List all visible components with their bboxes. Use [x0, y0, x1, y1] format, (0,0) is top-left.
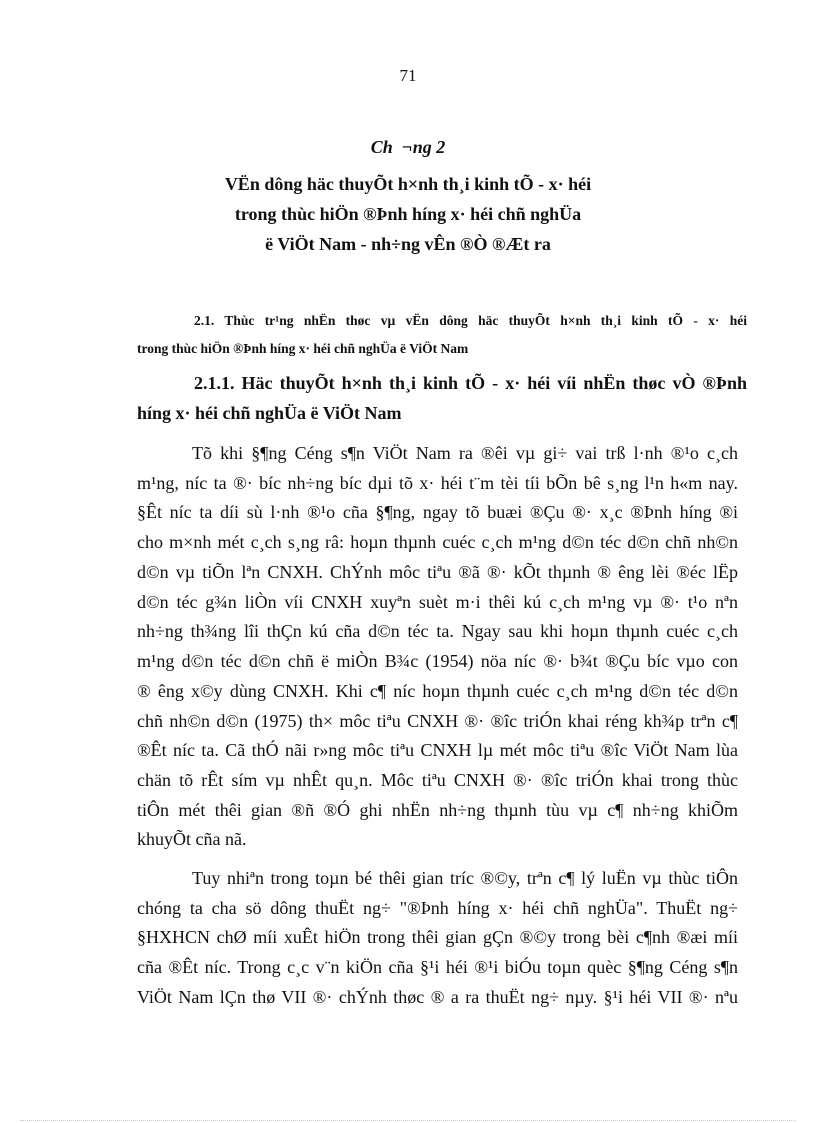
paragraph-2-line: §HXHCN chØ míi xuÊt hiÖn trong thêi gian gÇn ®©y trong bèi c¶nh ®æi míi — [137, 927, 738, 947]
paragraph-1-line: chän tõ rÊt sím vµ nhÊt qu¸n. Môc tiªu CNXH ®· ®îc triÓn khai trong thùc — [137, 770, 738, 790]
paragraph-1-line: Tõ khi §¶ng Céng s¶n ViÖt Nam ra ®êi vµ gi÷ vai trß l·nh ®¹o c¸ch — [192, 443, 738, 463]
paragraph-1-line: tiÔn mét thêi gian ®ñ ®Ó ghi nhËn nh÷ng thµnh tùu vµ c¶ nh÷ng khiÕm — [137, 800, 738, 820]
paragraph-1-line: d©n téc g¾n liÒn víi CNXH xuyªn suèt m·i thêi kú c¸ch m¹ng vµ ®· t¹o nªn — [137, 592, 738, 612]
paragraph-1-line: chñ nh©n d©n (1975) th× môc tiªu CNXH ®· ®îc triÓn khai réng kh¾p trªn c¶ — [137, 711, 738, 731]
paragraph-2-line: cña ®Êt níc. Trong c¸c v¨n kiÖn cña §¹i héi ®¹i biÓu toµn quèc §¶ng Céng s¶n — [137, 957, 738, 977]
chapter-title-line-2: trong thùc hiÖn ®Þnh híng x· héi chñ nghÜa — [234, 204, 582, 224]
paragraph-2-line: Tuy nhiªn trong toµn bé thêi gian tríc ®©y, trªn c¶ lý luËn vµ thùc tiÔn — [192, 868, 738, 888]
paragraph-1-line: nh÷ng th¾ng lîi thÇn kú cña d©n téc ta. Ngay sau khi hoµn thµnh cuéc c¸ch — [137, 621, 738, 641]
paragraph-2-line: chóng ta cha sö dông thuËt ng÷ "®Þnh híng x· héi chñ nghÜa". ThuËt ng÷ — [137, 898, 738, 918]
section-2-1-heading-line-1: 2.1. Thùc tr¹ng nhËn thøc vµ vËn dông häc thuyÕt h×nh th¸i kinh tÕ - x· héi — [194, 313, 747, 328]
paragraph-1-line: d©n vµ tiÕn lªn CNXH. ChÝnh môc tiªu ®ã ®· kÕt thµnh ® êng lèi ®éc lËp — [137, 562, 738, 582]
paragraph-1-line: m¹ng, níc ta ®· bíc nh÷ng bíc dµi tõ x· héi t¨m tèi tíi bÕn bê s¸ng l¹n h«m nay. — [137, 473, 738, 493]
paragraph-1-line: ®Êt níc ta. Cã thÓ nãi r»ng môc tiªu CNXH lµ mét môc tiªu ®îc ViÖt Nam lùa — [137, 740, 738, 760]
paragraph-1-line: cho m×nh mét c¸ch s¸ng râ: hoµn thµnh cuéc c¸ch m¹ng d©n téc d©n chñ nh©n — [137, 532, 738, 552]
page-bottom-dotted-rule — [20, 1120, 796, 1121]
paragraph-2-line: ViÖt Nam lÇn thø VII ®· chÝnh thøc ® a ra thuËt ng÷ nµy. §¹i héi VII ®· nªu — [137, 987, 738, 1007]
paragraph-1-line: khuyÕt cña nã. — [137, 829, 247, 849]
paragraph-1-line: §Êt níc ta díi sù l·nh ®¹o cña §¶ng, ngay tõ buæi ®Çu ®· x¸c ®Þnh híng ®i — [137, 502, 738, 522]
chapter-title-line-1: VËn dông häc thuyÕt h×nh th¸i kinh tÕ - x· héi — [224, 174, 592, 194]
section-2-1-1-heading-line-2: híng x· héi chñ nghÜa ë ViÖt Nam — [137, 403, 402, 423]
page-number: 71 — [399, 66, 417, 85]
section-2-1-1-heading-line-1: 2.1.1. Häc thuyÕt h×nh th¸i kinh tÕ - x· héi víi nhËn thøc vÒ ®Þnh — [194, 373, 747, 393]
chapter-heading: Ch ¬ng 2 — [370, 137, 446, 157]
chapter-title-line-3: ë ViÖt Nam - nh÷ng vÊn ®Ò ®Æt ra — [265, 234, 551, 254]
paragraph-1-line: m¹ng d©n téc d©n chñ ë miÒn B¾c (1954) nöa níc ®· b¾t ®Çu bíc vµo con — [137, 651, 738, 671]
section-2-1-heading-line-2: trong thùc hiÖn ®Þnh híng x· héi chñ nghÜa ë ViÖt Nam — [137, 341, 469, 356]
paragraph-1-line: ® êng x©y dùng CNXH. Khi c¶ níc hoµn thµnh cuéc c¸ch m¹ng d©n téc d©n — [137, 681, 738, 701]
